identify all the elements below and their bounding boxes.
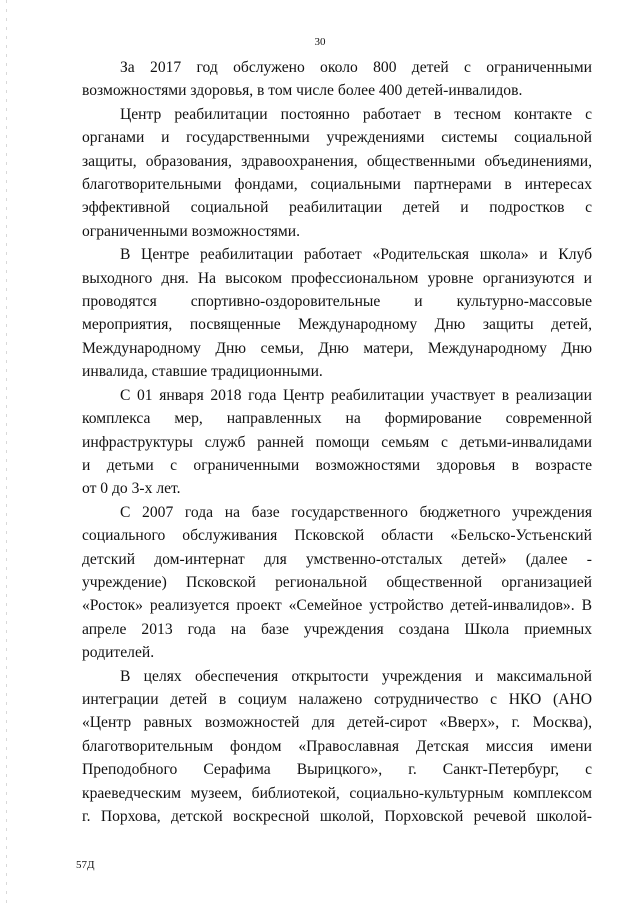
text-line: ограниченными возможностями. xyxy=(82,222,301,240)
text-line: возможностями здоровья, в том числе более 400 детей-инвалидов. xyxy=(82,82,523,100)
text-line: выходного дня. На высоком профессиональном уровне организуются и xyxy=(82,269,592,287)
text-line: Центр реабилитации постоянно работает в тесном контакте с xyxy=(120,105,592,123)
text-line: эффективной социальной реабилитации детей и подростков с xyxy=(82,199,592,217)
text-line: благотворительными фондами, социальными партнерами в интересах xyxy=(82,176,592,194)
text-line: «Росток» реализуется проект «Семейное устройство детей-инвалидов». В xyxy=(82,597,592,615)
footer-code: 57Д xyxy=(76,859,95,871)
text-line: благотворительным фондом «Православная Детская миссия имени xyxy=(82,737,592,755)
text-line: и детьми с ограниченными возможностями здоровья в возрасте xyxy=(82,456,592,474)
paragraph-4 xyxy=(82,384,592,501)
paragraph-5 xyxy=(82,501,592,665)
paragraph-2 xyxy=(82,103,592,243)
text-line: краеведческим музеем, библиотекой, социально-культурным комплексом xyxy=(82,784,592,802)
text-line: родителей. xyxy=(82,644,155,662)
text-line: апреле 2013 года на базе учреждения создана Школа приемных xyxy=(82,620,592,638)
text-line: г. Порхова, детской воскресной школой, Порховской речевой школой- xyxy=(82,808,592,825)
text-line: социального обслуживания Псковской области «Бельско-Устьенский xyxy=(82,527,592,545)
text-line: Преподобного Серафима Вырицкого», г. Санкт-Петербург, с xyxy=(82,761,592,779)
text-line: инвалида, ставшие традиционными. xyxy=(82,363,323,381)
page-number: 30 xyxy=(314,36,326,48)
text-line: «Центр равных возможностей для детей-сирот «Вверх», г. Москва), xyxy=(82,714,592,732)
text-line: органами и государственными учреждениями системы социальной xyxy=(82,129,592,147)
text-line: инфраструктуры служб ранней помощи семьям с детьми-инвалидами xyxy=(82,433,592,451)
paragraph-3 xyxy=(82,243,592,383)
text-line: За 2017 год обслужено около 800 детей с ограниченными xyxy=(120,59,592,76)
text-line: учреждение) Псковской региональной общественной организацией xyxy=(82,573,592,591)
text-line: В Центре реабилитации работает «Родительская школа» и Клуб xyxy=(120,246,592,264)
text-line: Международному Дню семьи, Дню матери, Международному Дню xyxy=(82,339,592,357)
document-body xyxy=(82,56,592,828)
text-line: детский дом-интернат для умственно-отсталых детей» (далее - xyxy=(82,550,592,568)
text-line: интеграции детей в социум налажено сотрудничество с НКО (АНО xyxy=(82,690,592,708)
text-line: проводятся спортивно-оздоровительные и культурно-массовые xyxy=(82,293,592,311)
text-line: С 01 января 2018 года Центр реабилитации участвует в реализации xyxy=(120,386,592,404)
paragraph-1 xyxy=(82,56,592,103)
text-line: защиты, образования, здравоохранения, общественными объединениями, xyxy=(82,152,592,170)
text-line: В целях обеспечения открытости учреждения и максимальной xyxy=(120,667,592,685)
text-line: мероприятия, посвященные Международному Дню защиты детей, xyxy=(82,316,592,334)
paragraph-6 xyxy=(82,665,592,829)
text-line: от 0 до 3-х лет. xyxy=(82,480,181,498)
text-line: комплекса мер, направленных на формирование современной xyxy=(82,410,592,428)
scan-edge-artifact xyxy=(6,0,7,905)
text-line: С 2007 года на базе государственного бюджетного учреждения xyxy=(120,503,592,521)
